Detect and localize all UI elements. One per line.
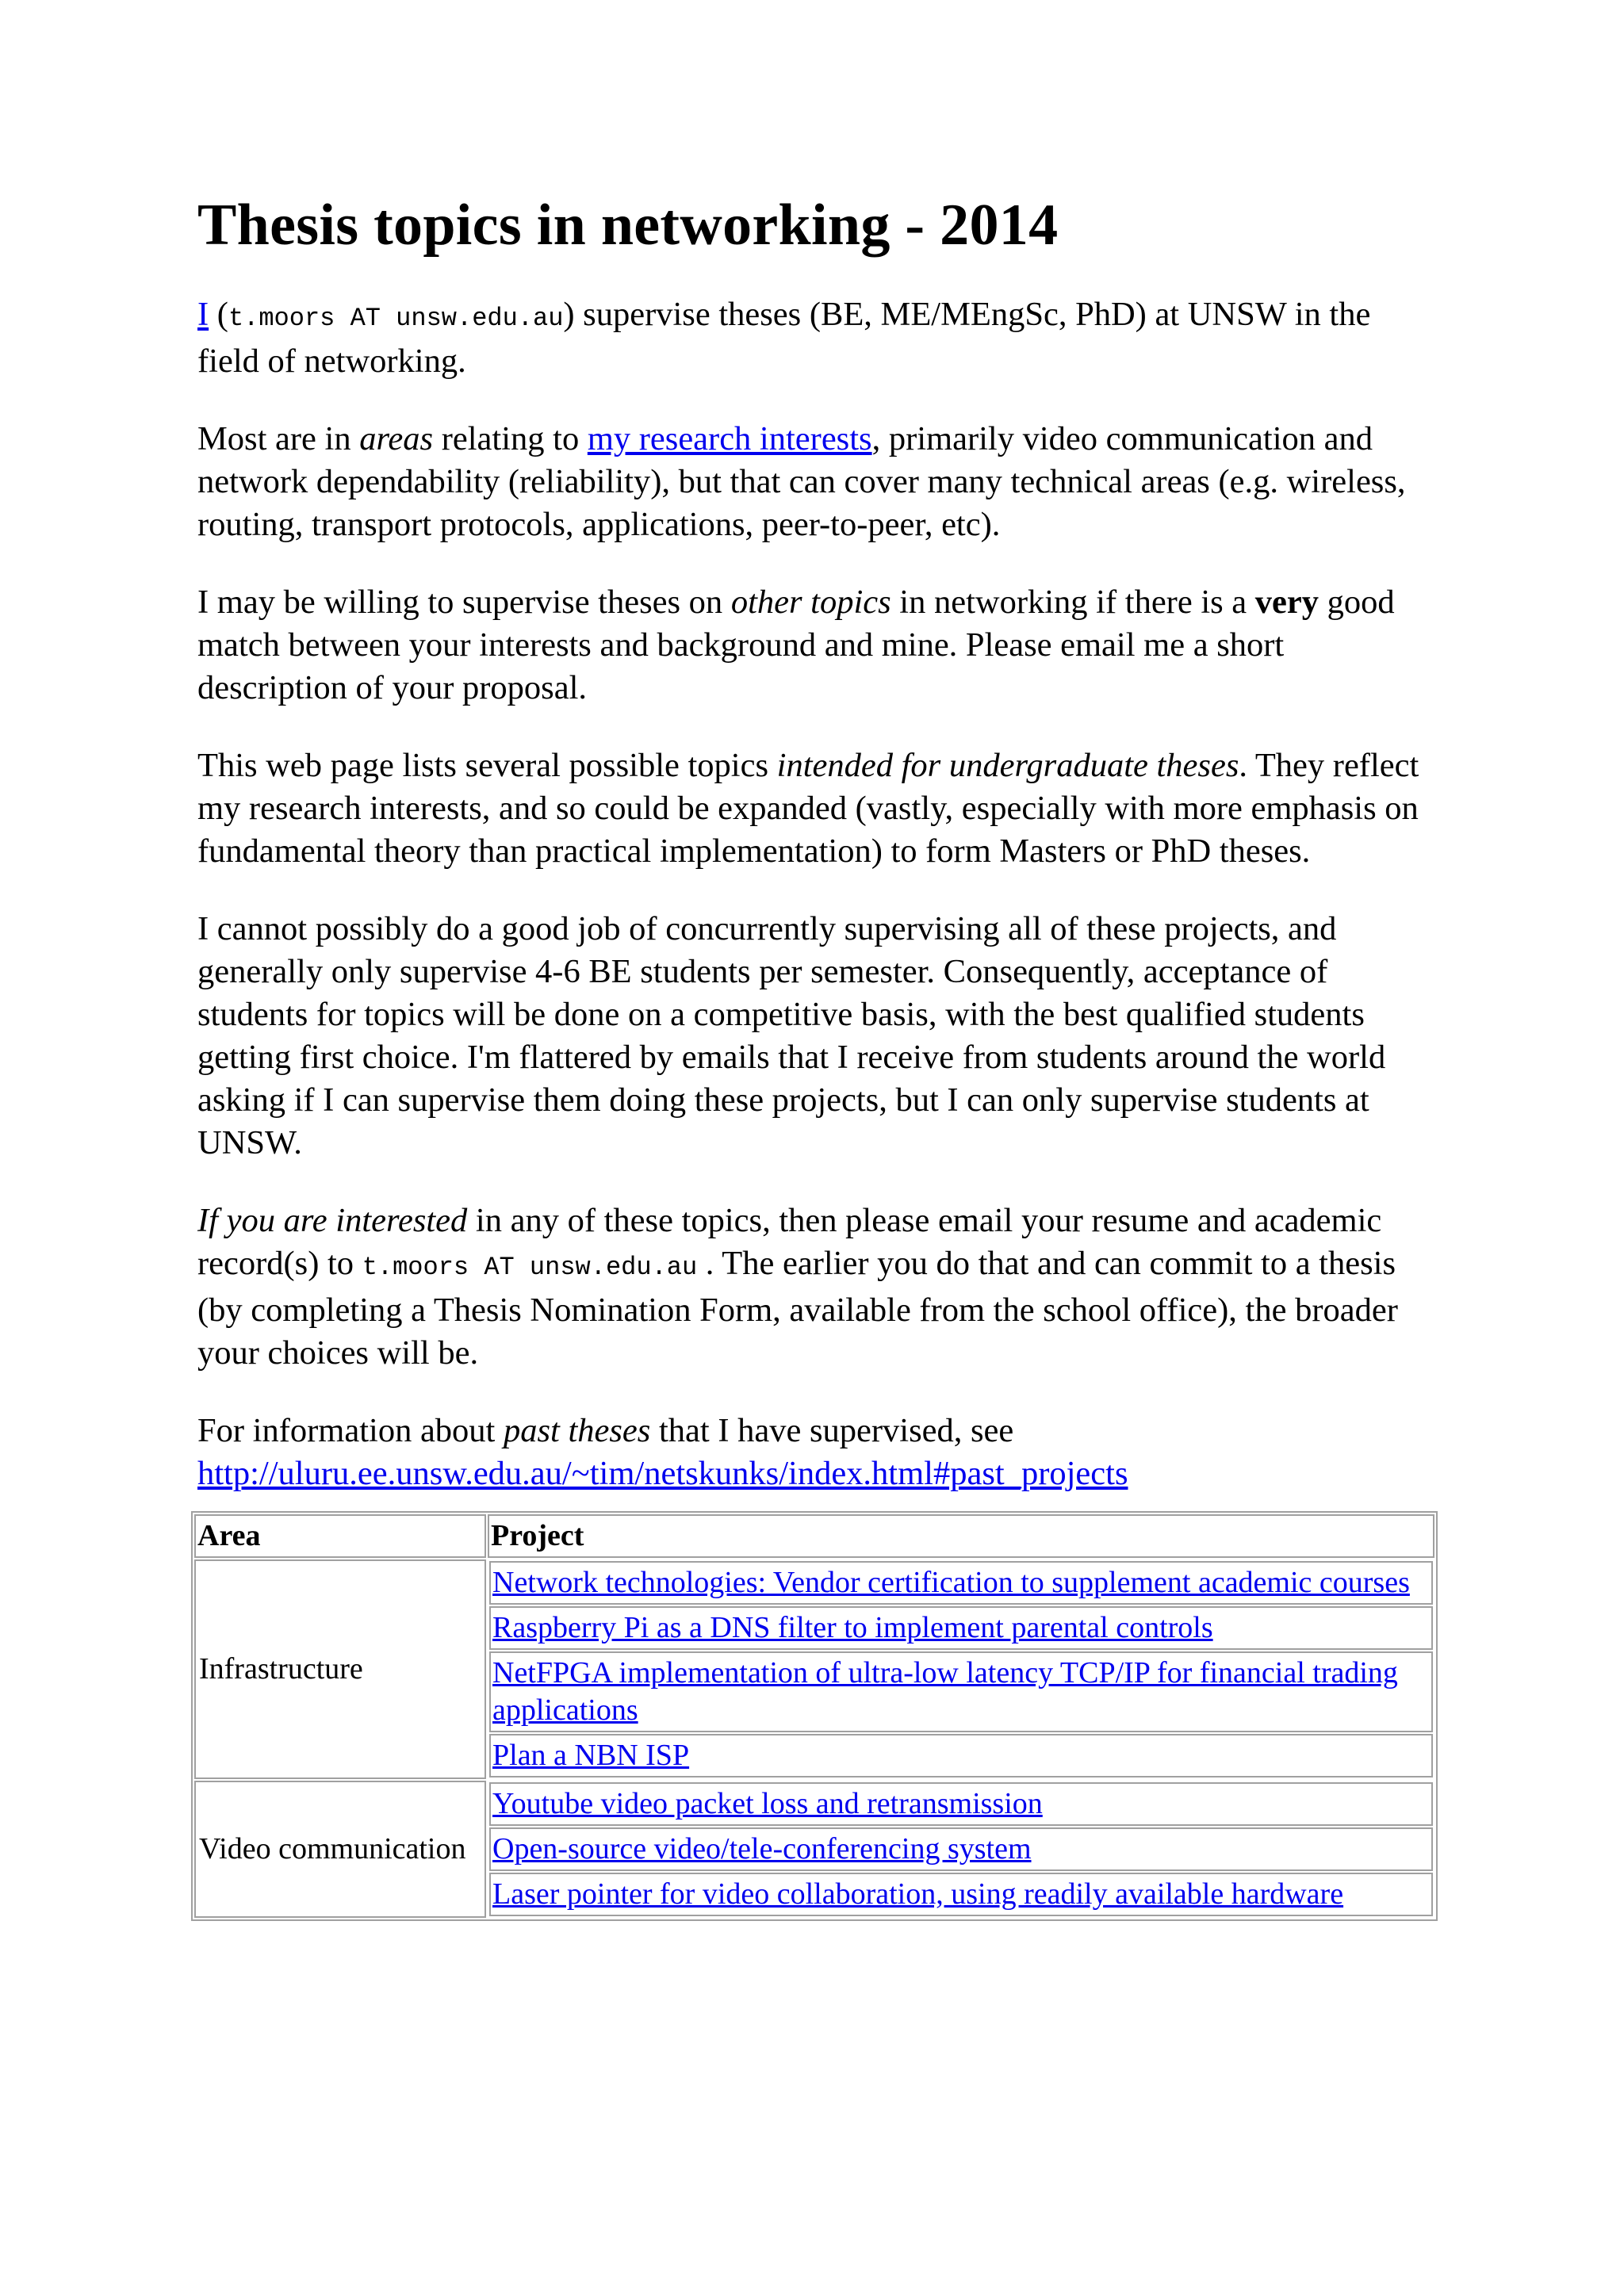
research-interests-link[interactable]: my research interests (587, 420, 872, 457)
p3-other: other topics (730, 584, 891, 621)
p2-mid: relating to (433, 420, 588, 457)
p7-past: past theses (504, 1412, 651, 1449)
p3-after: good match between your interests and background and mine. Please email me a short description of your proposal. (197, 584, 1395, 706)
past-projects-link[interactable]: http://uluru.ee.unsw.edu.au/~tim/netskunks/index.html#past_projects (197, 1455, 1128, 1492)
area-cell: Video communication (194, 1781, 486, 1918)
project-link[interactable]: Laser pointer for video collaboration, using readily available hardware (492, 1877, 1344, 1911)
document-page (197, 190, 1434, 1921)
project-link[interactable]: NetFPGA implementation of ultra-low latency TCP/IP for financial trading applications (492, 1656, 1398, 1727)
project-item (489, 1651, 1433, 1732)
project-link[interactable]: Raspberry Pi as a DNS filter to implement parental controls (492, 1611, 1213, 1644)
topics-table (191, 1511, 1438, 1921)
intro-paragraph (197, 293, 1434, 383)
project-item (489, 1873, 1433, 1916)
p2-areas: areas (359, 420, 434, 457)
other-topics-paragraph (197, 581, 1434, 710)
interest-paragraph (197, 1200, 1434, 1375)
table-row (194, 1559, 1434, 1779)
project-link[interactable]: Network technologies: Vendor certification to supplement academic courses (492, 1566, 1410, 1599)
projects-list (488, 1781, 1434, 1918)
project-item (489, 1782, 1433, 1826)
project-item (489, 1827, 1433, 1871)
p7-before: For information about (197, 1412, 504, 1449)
research-paragraph (197, 418, 1434, 546)
email-text-2: t.moors AT unsw.edu.au (362, 1253, 698, 1282)
p2-after: , primarily video communication and network dependability (reliability), but that can cover many technical areas (e.g. wireless, routing, transport protocols, applications, peer-to-peer, etc). (197, 420, 1406, 543)
project-item (489, 1734, 1433, 1777)
p3-before: I may be willing to supervise theses on (197, 584, 731, 621)
p6-before-email: in any of these topics, then please email your resume and academic record(s) to (197, 1202, 1382, 1282)
p7-mid: that I have supervised, see (650, 1412, 1014, 1449)
area-cell: Infrastructure (194, 1559, 486, 1779)
capacity-paragraph: I cannot possibly do a good job of concurrently supervising all of these projects, and generally only supervise 4-6 BE students per semester. Consequently, acceptance of students for topics will be done on a competitive basis, with the best qualified students getting first choice. I'm flattered by emails that I receive from students around the world asking if I can supervise them doing these projects, but I can only supervise students at UNSW. (197, 910, 1386, 1161)
p6-interested: If you are interested (197, 1202, 468, 1239)
area-header: Area (194, 1514, 486, 1558)
p3-very: very (1254, 584, 1320, 621)
table-row (194, 1781, 1434, 1918)
p6-after: . The earlier you do that and can commit to a thesis (by completing a Thesis Nomination Form, available from the school office), the broader your choices will be. (197, 1245, 1398, 1372)
email-text: t.moors AT unsw.edu.au (228, 304, 564, 333)
project-link[interactable]: Youtube video packet loss and retransmission (492, 1787, 1043, 1820)
projects-cell (488, 1559, 1434, 1779)
page-title: Thesis topics in networking - 2014 (197, 193, 1059, 258)
projects-list (488, 1559, 1434, 1779)
self-link[interactable]: I (197, 296, 209, 333)
project-header: Project (488, 1514, 1434, 1558)
p2-before: Most are in (197, 420, 360, 457)
p4-intended: intended for undergraduate theses (776, 747, 1239, 784)
past-theses-paragraph (197, 1410, 1434, 1495)
open-paren: ( (216, 296, 228, 333)
table-header-row (194, 1514, 1434, 1558)
project-link[interactable]: Plan a NBN ISP (492, 1739, 690, 1772)
intro-text: ) supervise theses (BE, ME/MEngSc, PhD) at UNSW in the field of networking. (197, 296, 1371, 380)
projects-cell (488, 1781, 1434, 1918)
p4-after: . They reflect my research interests, and so could be expanded (vastly, especially with more emphasis on fundamental theory than practical implementation) to form Masters or PhD theses. (197, 747, 1419, 870)
p3-mid: in networking if there is a (891, 584, 1255, 621)
topics-paragraph (197, 744, 1434, 873)
project-item (489, 1561, 1433, 1605)
project-item (489, 1606, 1433, 1650)
project-link[interactable]: Open-source video/tele-conferencing system (492, 1832, 1032, 1866)
p4-before: This web page lists several possible topics (197, 747, 777, 784)
